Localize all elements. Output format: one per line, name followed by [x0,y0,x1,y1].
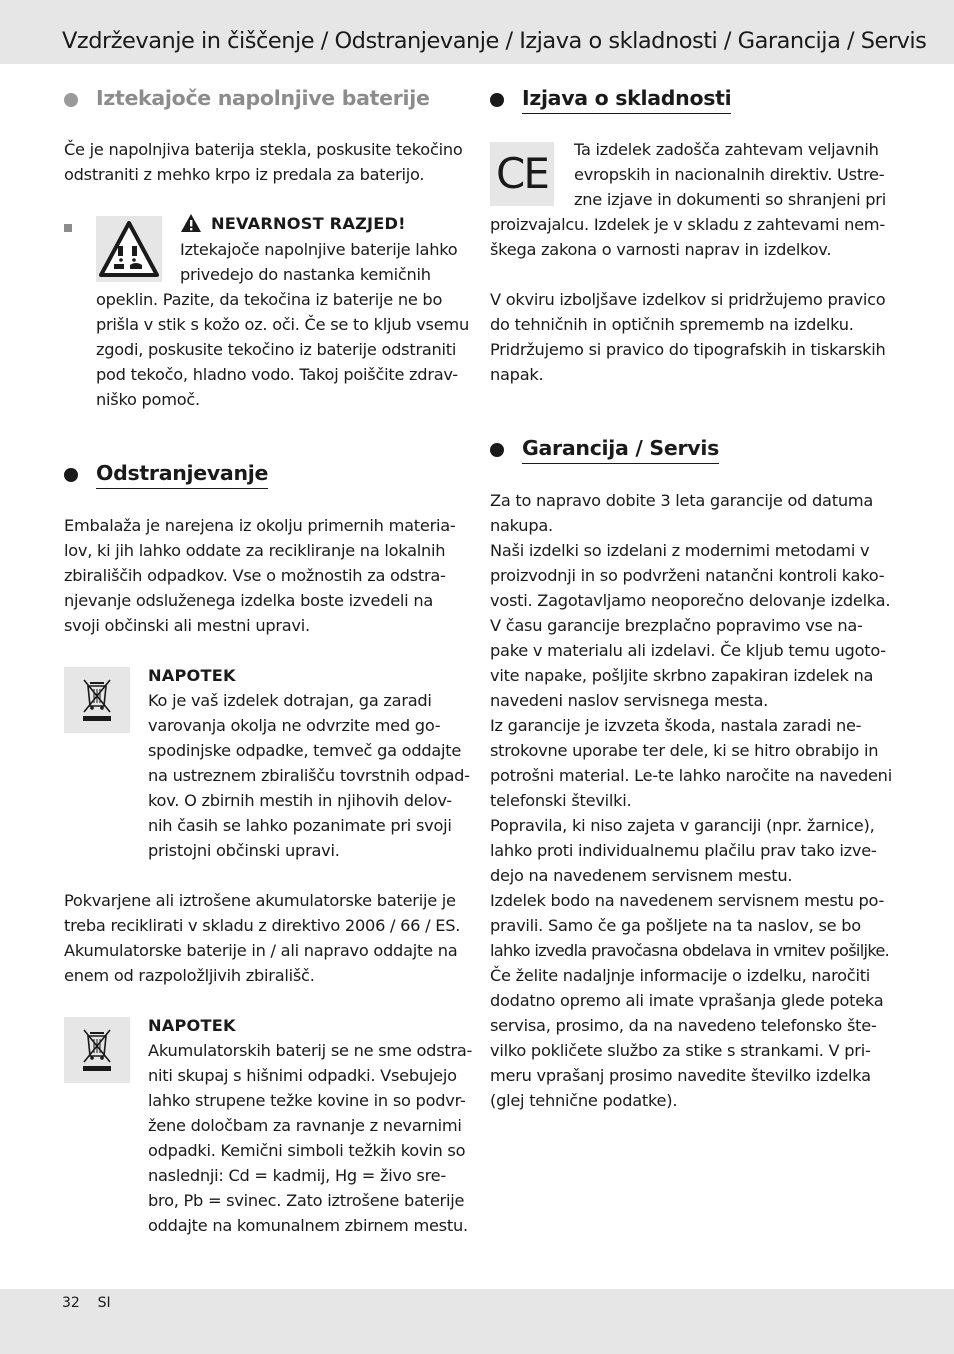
note-title: NAPOTEK [148,666,236,685]
conformity-text-short: Ta izdelek zadošča zahtevam veljavnih evropskih in nacionalnih direktiv. Ustre- zne izjave in dokumenti so shranjeni pri [574,140,886,209]
heading-leaking-batteries: Iztekajoče napolnjive baterije [64,86,430,113]
warning-triangle-icon [180,213,202,233]
note-title: NAPOTEK [148,1016,236,1035]
heading-bullet-icon [64,93,78,107]
page-number: 32 [62,1295,80,1311]
list-bullet-icon [64,224,72,232]
language-code: SI [97,1295,111,1311]
crossed-out-bin-icon [64,667,130,733]
battery-recycling-text: Pokvarjene ali iztrošene akumulatorske baterije je treba reciklirati v skladu z direktivo 2006 / 66 / ES. Akumulatorske baterije in / ali napravo oddajte na enem od razpoložljivih zbirališč. [64,891,461,985]
page-footer [0,1289,954,1354]
heading-bullet-icon [64,468,78,482]
batteries-intro: Če je napolnjiva baterija stekla, poskusite tekočino odstraniti z mehko krpo iz predala za baterijo. [64,140,463,184]
heading-bullet-icon [490,93,504,107]
disposal-intro: Embalaža je narejena iz okolju primernih materia- lov, ki jih lahko oddate za recikliranje na lokalnih zbirališčih odpadkov. Vse o možnostih za odstra- njevanje odsluženega izdelka boste izvedeli na svoji občinski ali mestni upravi. [64,516,456,635]
heading-conformity: Izjava o skladnosti [490,86,731,114]
heading-warranty: Garancija / Servis [490,436,719,464]
note-text: Ko je vaš izdelek dotrajan, ga zaradi varovanja okolja ne odvrzite med go- spodinjske odpadke, temveč ga oddajte na ustreznem zbirališču tovrstnih odpad- kov. O zbirnih mestih in njihovih delov- nih časih se lahko pozanimate pri svoji pristojni občinski upravi. [148,691,470,860]
corrosive-hazard-icon [96,216,162,282]
note-text: Akumulatorskih baterij se ne sme odstra- niti skupaj s hišnimi odpadki. Vsebujejo lahko strupene težke kovine in so podvr- žene določbam za ravnanje z nevarnimi odpadki. Kemični simboli težkih kovin so naslednji: Cd = kadmij, Hg = živo sre- bro, Pb = svinec. Zato iztrošene baterije oddajte na komunalnem zbirnem mestu. [148,1041,473,1235]
ce-mark-icon: CE [490,142,554,206]
conformity-text: proizvajalcu. Izdelek je v skladu z zahtevami nem- škega zakona o varnosti naprav in izdelkov. [490,215,885,259]
page-number-label [62,1295,111,1311]
danger-text: opeklin. Pazite, da tekočina iz baterije ne bo prišla v stik s kožo oz. oči. Če se to kljub vsemu zgodi, poskusite tekočino iz baterije odstraniti pod tekočo, hladno vodo. Takoj poiščite zdrav- niško pomoč. [96,290,469,409]
heading-disposal: Odstranjevanje [64,461,268,489]
heading-bullet-icon [490,443,504,457]
changes-disclaimer: V okviru izboljšave izdelkov si pridržujemo pravico do tehničnih in optičnih sprememb na izdelku. Pridržujemo si pravico do tipografskih in tiskarskih napak. [490,290,886,384]
danger-text-short: Iztekajoče napolnjive baterije lahko privedejo do nastanka kemičnih [180,240,458,284]
page-header [0,0,954,64]
danger-title: NEVARNOST RAZJED! [211,214,406,233]
page-title: Vzdrževanje in čiščenje / Odstranjevanje / Izjava o skladnosti / Garancija / Servis [62,28,927,54]
warranty-text: Za to napravo dobite 3 leta garancije od datuma nakupa. Naši izdelki so izdelani z modernimi metodami v proizvodnji in so podvrženi natančni kontroli kako- vosti. Zagotavljamo neoporečno delovanje izdelka. V času garancije brezplačno popravimo vse na- pake v materialu ali izdelavi. Če kljub temu ugoto- vite napake, pošljite skrbno zapakiran izdelek na navedeni naslov servisnega mesta. Iz garancije je izvzeta škoda, nastala zaradi ne- strokovne uporabe ter dele, ki se hitro obrabijo in potrošni material. Le-te lahko naročite na navedeni telefonski številki. Popravila, ki niso zajeta v garanciji (npr. žarnice), lahko proti individualnemu plačilu prav tako izve- dejo na navedenem servisnem mestu. Izdelek bodo na navedenem servisnem mestu po- pravili. Samo če ga pošljete na ta naslov, se bo lahko izvedla pravočasna obdelava in vrnitev pošiljke. Če želite nadaljnje informacije o izdelku, naročiti dodatno opremo ali imate vprašanja glede poteka servisa, prosimo, da na navedeno telefonsko šte- vilko pokličete službo za stike s strankami. V pri- meru vprašanj prosimo navedite številko izdelka (glej tehnične podatke). [490,491,892,1110]
crossed-out-bin-icon [64,1017,130,1083]
